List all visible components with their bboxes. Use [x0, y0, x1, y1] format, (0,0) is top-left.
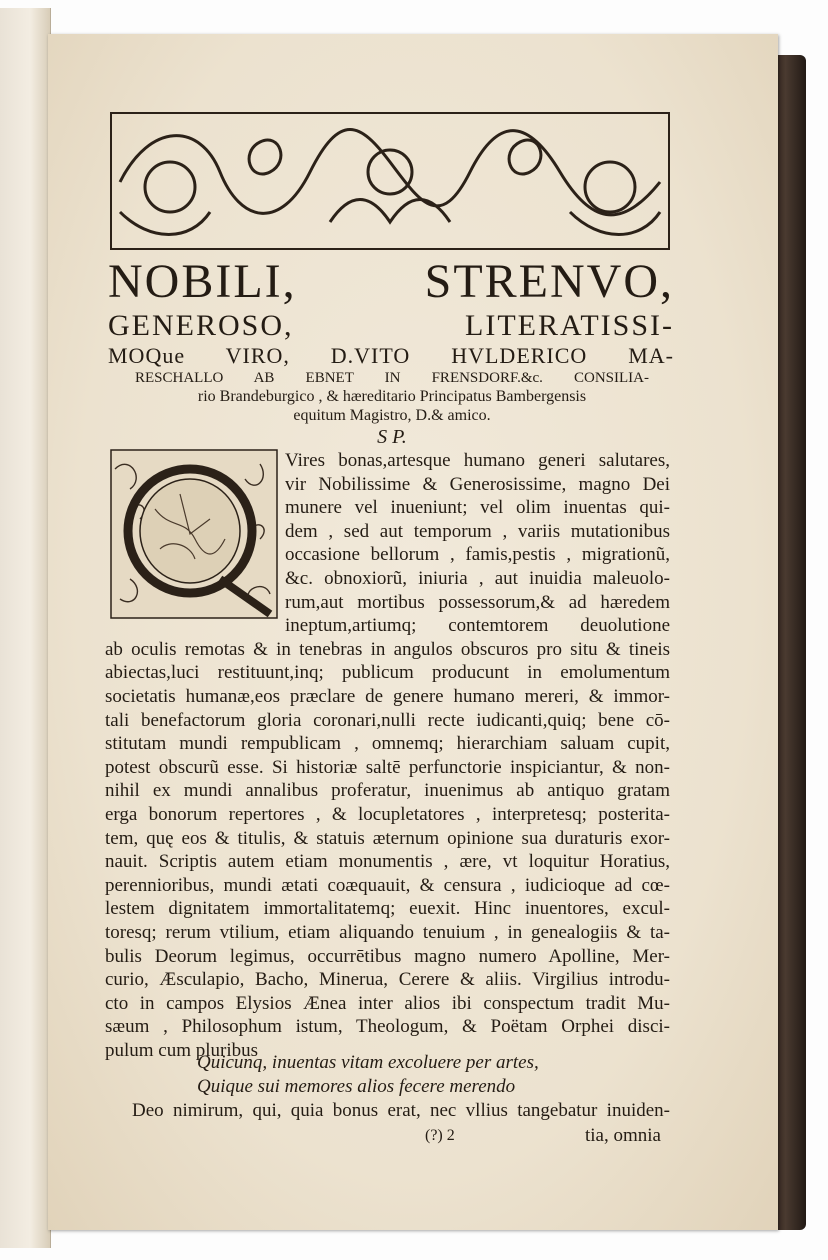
verse-line-2: Quique sui memores alios fecere merendo [197, 1076, 516, 1097]
signature-mark: (?) 2 [425, 1127, 455, 1144]
body-line: ab oculis remotas & in tenebras in angulos obscuros pro situ & tineis [105, 638, 670, 660]
body-line: abiectas,luci restituunt,inq; publicum producunt in emolumentum [105, 662, 670, 684]
body-line: vir Nobilissime & Generosissime, magno Dei [285, 473, 670, 495]
body-line: bulis Deorum legimus, occurrētibus magno numero Apolline, Mer- [105, 945, 670, 967]
body-line: curio, Æsculapio, Bacho, Minerua, Cerere & aliis. Virgilius introdu- [105, 969, 670, 991]
closing-line: Deo nimirum, qui, quia bonus erat, nec vllius tangebatur inuiden- [132, 1100, 670, 1121]
title-line-2: GENEROSO, LITERATISSI- [108, 309, 674, 342]
decorated-initial-q [110, 449, 278, 619]
body-line: potest obscurũ esse. Si historiæ saltē perfunctorie inspiciantur, & non- [105, 756, 670, 778]
body-line: Vires bonas,artesque humano generi salutares, [285, 450, 670, 471]
ornamental-headpiece [110, 112, 670, 250]
body-line: ineptum,artiumq; contemtorem deuolutione [285, 615, 670, 637]
body-line: societatis humanæ,eos præclare de genere humano mereri, & immor- [105, 686, 670, 707]
body-line: tem, quę eos & titulis, & statuis æternum opinione sua duraturis exor- [105, 827, 670, 849]
body-line: dem , sed aut temporum , variis mutationibus [285, 520, 670, 542]
catchword: tia, omnia [585, 1125, 661, 1146]
body-line: pulum cum pluribus [105, 1040, 259, 1061]
title-line-3: MOQue VIRO, D.VITO HVLDERICO MA- [108, 343, 674, 368]
verse-line-1: Quicunq, inuentas vitam excoluere per artes, [197, 1052, 539, 1073]
body-line: tali benefactorum gloria coronari,nulli recte iudicanti,quiq; bene cō- [105, 709, 670, 731]
body-line: cto in campos Elysios Ænea inter alios ibi conspectum tradit Mu- [105, 992, 670, 1014]
title-line-1: NOBILI, STRENVO, [108, 255, 674, 308]
body-line: munere vel inueniunt; vel olim inuentas qui- [285, 497, 670, 519]
facing-page-edge [0, 8, 51, 1248]
body-line: &c. obnoxiorũ, iniuria , aut inuidia maleuolo- [285, 568, 670, 589]
body-line: nauit. Scriptis autem etiam monumentis , ære, vt loquitur Horatius, [105, 851, 670, 873]
title-line-6: equitum Magistro, D.& amico. [293, 407, 491, 424]
title-line-5: rio Brandeburgico , & hæreditario Principatus Bambergensis [197, 388, 587, 405]
body-line: erga bonorum repertores , & locupletatores , interpretesq; posterita- [105, 804, 670, 825]
body-line: lestem dignitatem immortalitatemq; euexit. Hinc inuentores, excul- [105, 898, 670, 920]
body-line: rum,aut mortibus possessorum,& ad hæredem [285, 591, 670, 613]
body-line: toresq; rerum vtilium, etiam aliquando tenuium , in genealogiis & ta- [105, 922, 670, 943]
body-line: stitutam mundi rempublicam , omnemq; hierarchiam saluam cupit, [105, 733, 670, 755]
body-line: sæum , Philosophum istum, Theologum, & Poëtam Orphei disci- [105, 1016, 670, 1038]
body-line: nihil ex mundi annalibus proferatur, inuenimus ab antiquo gratam [105, 780, 670, 802]
title-line-4: RESCHALLO AB EBNET IN FRENSDORF.&c. CONSILIA- [135, 370, 649, 386]
body-line: occasione bellorum , famis,pestis , migrationũ, [285, 544, 670, 566]
salutation: S P. [377, 426, 407, 448]
body-line: perennioribus, mundi ætati coæquauit, & censura , iudicioque ad cœ- [105, 874, 670, 896]
